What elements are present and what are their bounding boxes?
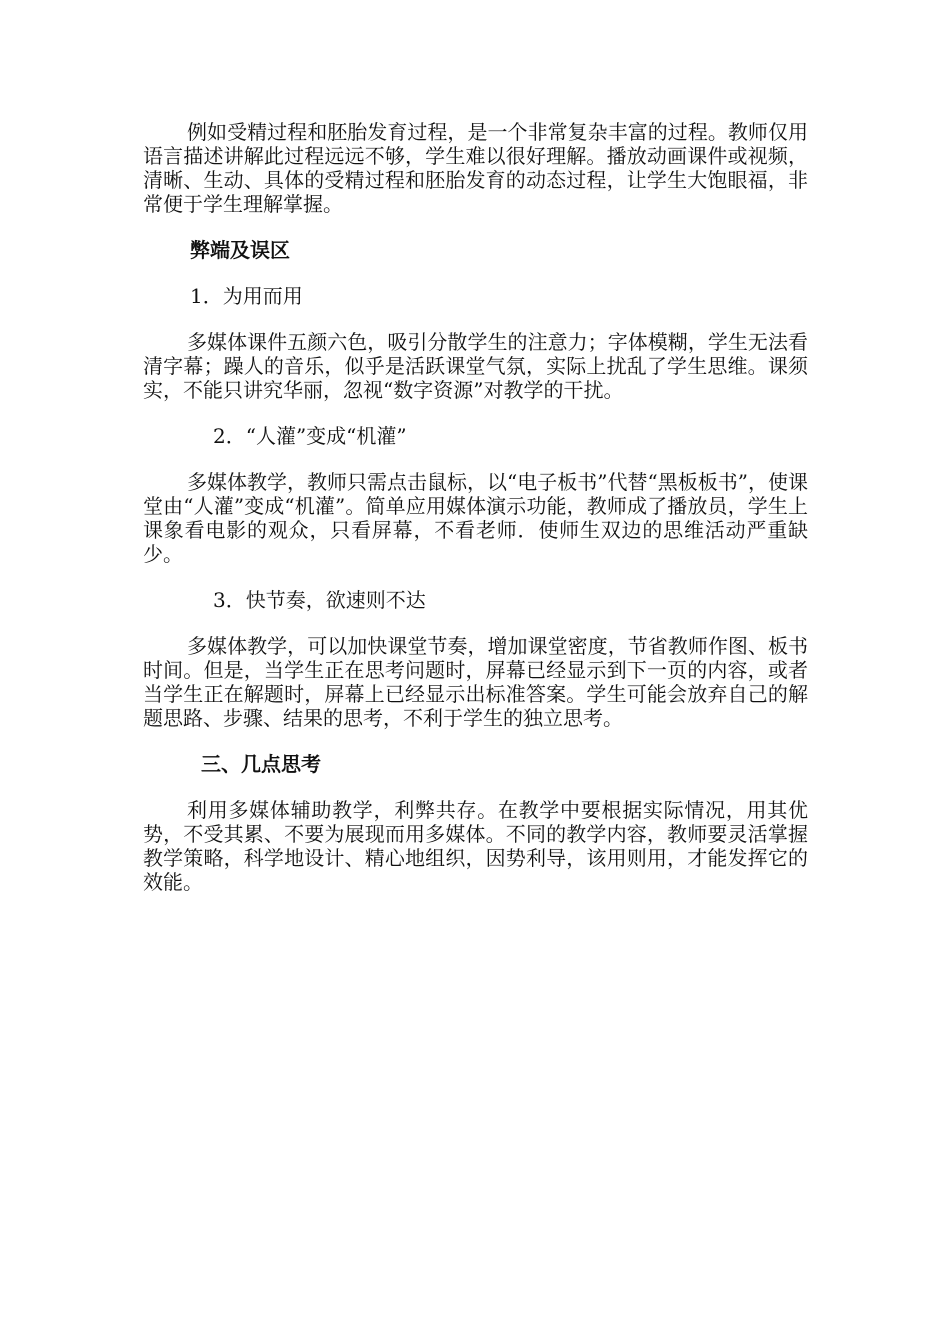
subheading-use-for-sake: 1．为用而用	[190, 284, 303, 308]
heading-reflections: 三、几点思考	[201, 752, 321, 776]
subheading-fast-pace: 3．快节奏，欲速则不达	[213, 588, 426, 612]
paragraph-colorful-courseware: 多媒体课件五颜六色，吸引分散学生的注意力；字体模糊，学生无法看清字幕；躁人的音乐，似乎是活跃课堂气氛，实际上扰乱了学生思维。课须实，不能只讲究华丽，忽视“数字资源”对教学的干扰。	[143, 330, 808, 402]
paragraph-fertilization-example: 例如受精过程和胚胎发育过程，是一个非常复杂丰富的过程。教师仅用语言描述讲解此过程远远不够，学生难以很好理解。播放动画课件或视频，清晰、生动、具体的受精过程和胚胎发育的动态过程，让学生大饱眼福，非常便于学生理解掌握。	[143, 120, 808, 216]
document-body	[143, 120, 808, 916]
paragraph-electronic-board: 多媒体教学，教师只需点击鼠标，以“电子板书”代替“黑板板书”，使课堂由“人灌”变成“机灌”。简单应用媒体演示功能，教师成了播放员，学生上课象看电影的观众，只看屏幕，不看老师．使师生双边的思维活动严重缺少。	[143, 470, 808, 566]
paragraph-classroom-pace: 多媒体教学，可以加快课堂节奏，增加课堂密度，节省教师作图、板书时间。但是，当学生正在思考问题时，屏幕已经显示到下一页的内容，或者当学生正在解题时，屏幕上已经显示出标准答案。学生可能会放弃自己的解题思路、步骤、结果的思考，不利于学生的独立思考。	[143, 634, 808, 730]
paragraph-conclusion: 利用多媒体辅助教学，利弊共存。在教学中要根据实际情况，用其优势，不受其累、不要为展现而用多媒体。不同的教学内容，教师要灵活掌握教学策略，科学地设计、精心地组织，因势利导，该用则用，才能发挥它的效能。	[143, 798, 808, 894]
subheading-machine-filling: 2．“人灌”变成“机灌”	[213, 424, 407, 448]
heading-drawbacks: 弊端及误区	[190, 238, 290, 262]
